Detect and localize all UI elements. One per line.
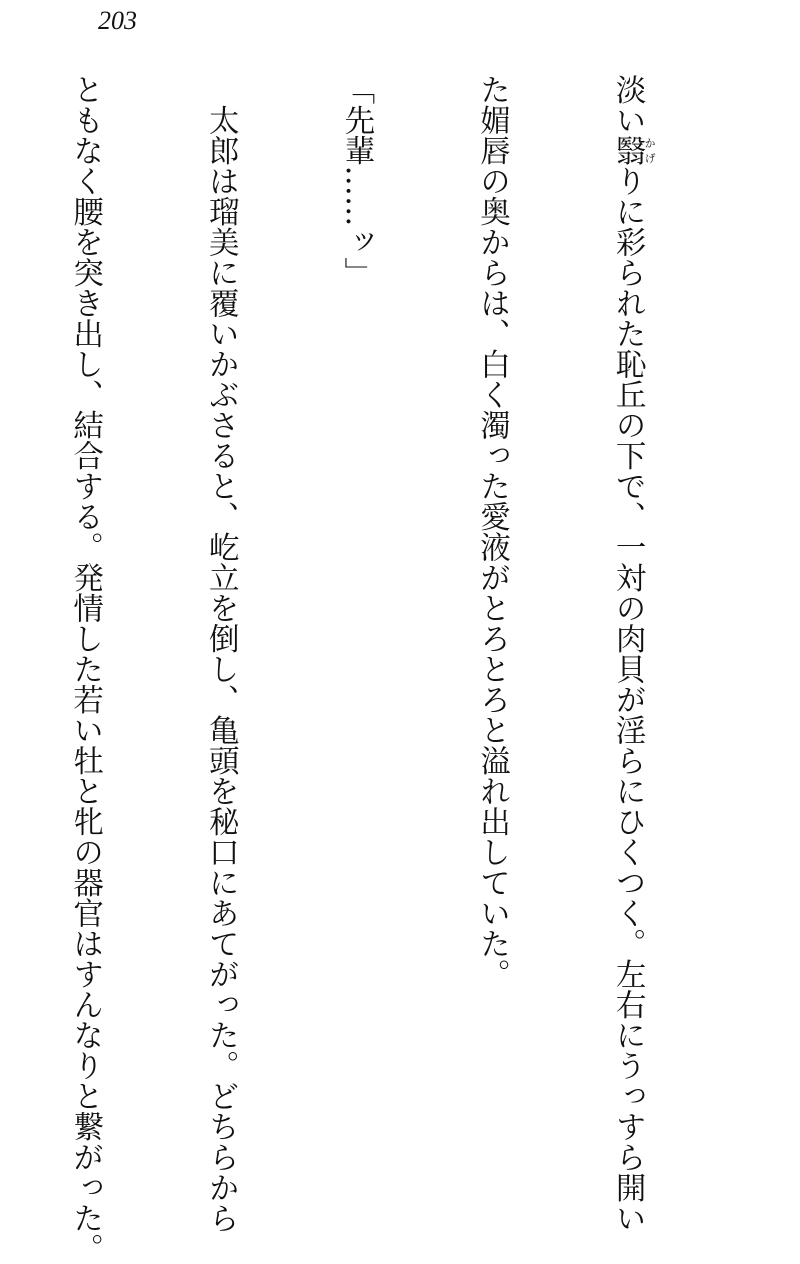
body-text <box>66 74 746 1264</box>
text-line: ともなく腰を突き出し、結合する。発情した若い牡と牝の器官はすんなりと繋がった。 <box>67 74 103 1264</box>
page-number: 203 <box>98 6 137 35</box>
text-line: た媚唇の奥からは、白く濁った愛液がとろとろと溢れ出していた。 <box>474 74 510 989</box>
text-line: 「先輩……ッ」 <box>338 74 374 288</box>
text-line: 淡い翳かげりに彩られた恥丘の下で、一対の肉貝が淫らにひくつく。左右にうっすら開い <box>610 74 657 1233</box>
text-line: 太郎は瑠美に覆いかぶさると、屹立を倒し、亀頭を秘口にあてがった。どちらから <box>203 74 239 1233</box>
ruby-annotation: 翳かげ <box>610 135 657 166</box>
